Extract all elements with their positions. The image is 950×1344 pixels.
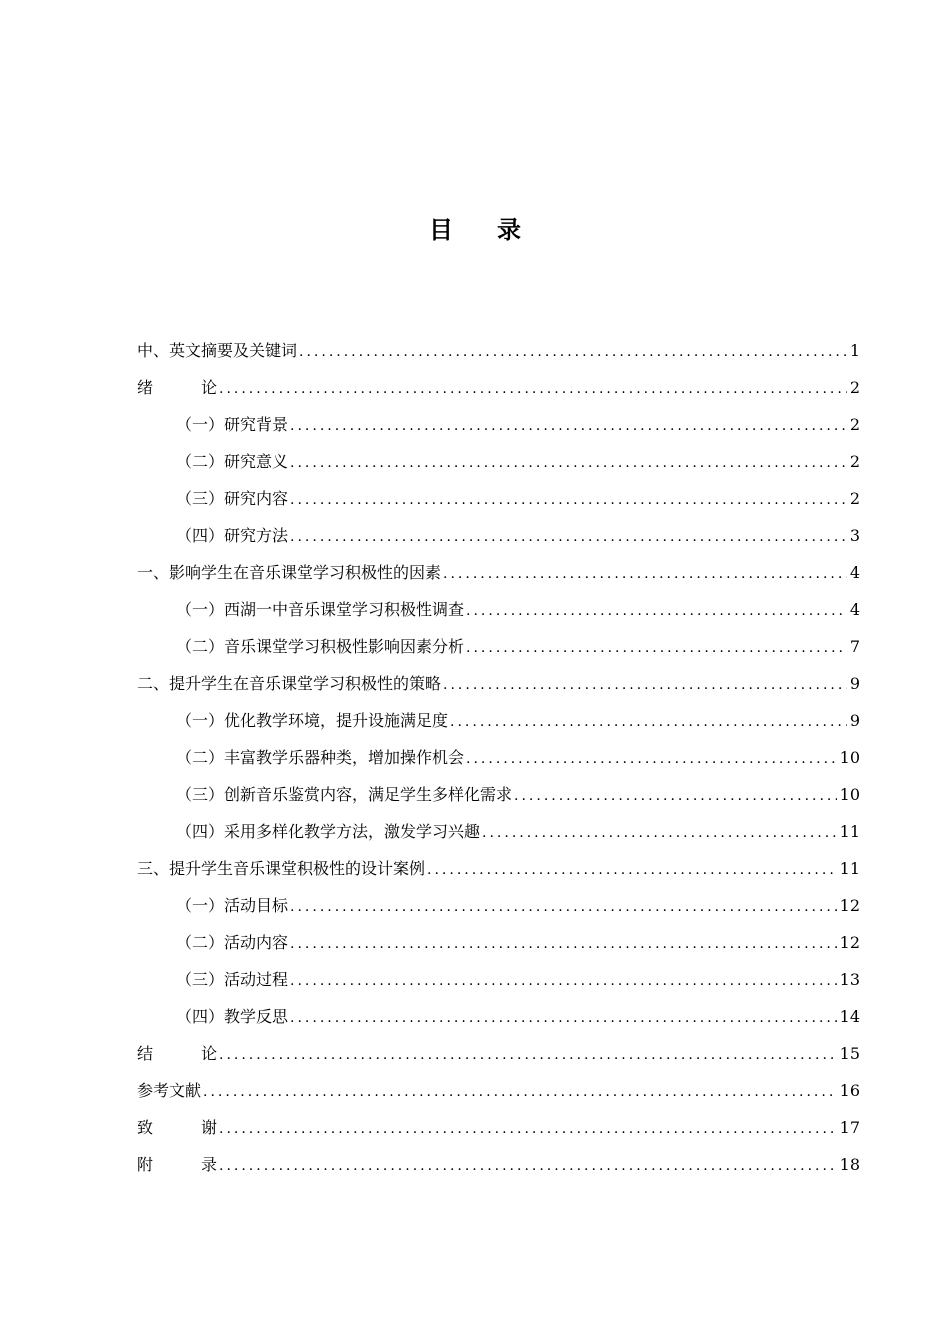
toc-entry-label: 三、提升学生音乐课堂积极性的设计案例 [137, 859, 426, 878]
table-of-contents [137, 332, 860, 1183]
toc-entry-label: 参考文献 [137, 1081, 202, 1100]
toc-entry[interactable] [137, 961, 860, 998]
toc-leader-dots [290, 408, 847, 445]
toc-entry-label: 二、提升学生在音乐课堂学习积极性的策略 [137, 674, 442, 693]
toc-entry-label: 中、英文摘要及关键词 [137, 341, 298, 360]
toc-entry-label [137, 1035, 217, 1072]
toc-entry[interactable] [137, 702, 860, 739]
toc-entry-page-number: 2 [849, 378, 860, 397]
toc-entry-page-number: 10 [839, 748, 860, 767]
toc-entry-page-number: 10 [839, 785, 860, 804]
toc-entry[interactable] [137, 554, 860, 591]
toc-entry[interactable] [137, 480, 860, 517]
toc-leader-dots [466, 741, 837, 778]
toc-entry-page-number: 12 [839, 896, 860, 915]
toc-entry-label: （二）研究意义 [176, 452, 289, 471]
toc-entry-page-number: 9 [849, 674, 860, 693]
toc-leader-dots [443, 556, 847, 593]
toc-entry-page-number: 17 [839, 1118, 860, 1137]
toc-entry-page-number: 13 [839, 970, 860, 989]
toc-leader-dots [290, 1000, 837, 1037]
toc-leader-dots [219, 1111, 837, 1148]
toc-entry[interactable] [137, 665, 860, 702]
toc-entry[interactable] [137, 739, 860, 776]
toc-entry-label: （一）西湖一中音乐课堂学习积极性调查 [176, 600, 465, 619]
toc-leader-dots [290, 482, 847, 519]
toc-entry-label: （三）研究内容 [176, 489, 289, 508]
toc-entry-label: （四）研究方法 [176, 526, 289, 545]
toc-entry[interactable] [137, 443, 860, 480]
toc-entry[interactable] [137, 776, 860, 813]
toc-leader-dots [514, 778, 837, 815]
toc-leader-dots [203, 1074, 837, 1111]
toc-entry-label: （二）丰富教学乐器种类，增加操作机会 [176, 748, 465, 767]
toc-leader-dots [290, 889, 837, 926]
toc-leader-dots [299, 334, 847, 371]
toc-entry[interactable] [137, 887, 860, 924]
toc-entry[interactable] [137, 517, 860, 554]
toc-leader-dots [427, 852, 837, 889]
toc-entry[interactable] [137, 1109, 860, 1146]
toc-leader-dots [290, 963, 837, 1000]
toc-entry-label-char: 致 [137, 1118, 154, 1137]
toc-entry-label [137, 1146, 217, 1183]
toc-entry[interactable] [137, 1035, 860, 1072]
toc-entry-page-number: 2 [849, 452, 860, 471]
toc-entry[interactable] [137, 332, 860, 369]
toc-entry-page-number: 2 [849, 489, 860, 508]
toc-entry[interactable] [137, 998, 860, 1035]
toc-entry-label-char: 绪 [137, 378, 154, 397]
toc-entry-label: （二）活动内容 [176, 933, 289, 952]
toc-entry-label: 一、影响学生在音乐课堂学习积极性的因素 [137, 563, 442, 582]
toc-entry-label: （一）活动目标 [176, 896, 289, 915]
toc-entry-label-char: 论 [200, 1044, 217, 1063]
toc-entry-page-number: 4 [849, 600, 860, 619]
toc-leader-dots [450, 704, 847, 741]
toc-leader-dots [290, 519, 847, 556]
toc-entry-label-char: 结 [137, 1044, 154, 1063]
toc-entry[interactable] [137, 813, 860, 850]
toc-entry-page-number: 3 [849, 526, 860, 545]
toc-entry-label: （四）采用多样化教学方法，激发学习兴趣 [176, 822, 481, 841]
toc-entry-page-number: 2 [849, 415, 860, 434]
toc-entry-page-number: 15 [839, 1044, 860, 1063]
toc-entry[interactable] [137, 1072, 860, 1109]
toc-leader-dots [219, 371, 847, 408]
toc-leader-dots [466, 630, 847, 667]
toc-entry-label [137, 369, 217, 406]
toc-title [0, 210, 950, 245]
toc-title-left: 目 [429, 215, 453, 244]
toc-leader-dots [443, 667, 847, 704]
toc-entry-label: （三）创新音乐鉴赏内容，满足学生多样化需求 [176, 785, 513, 804]
toc-entry-label-char: 录 [200, 1155, 217, 1174]
toc-leader-dots [219, 1037, 837, 1074]
toc-leader-dots [482, 815, 837, 852]
toc-entry-page-number: 9 [849, 711, 860, 730]
toc-entry-label [137, 1109, 217, 1146]
toc-entry-page-number: 7 [849, 637, 860, 656]
toc-leader-dots [290, 926, 837, 963]
toc-entry-label-char: 论 [200, 378, 217, 397]
toc-entry-page-number: 11 [839, 822, 860, 841]
toc-entry-page-number: 11 [839, 859, 860, 878]
toc-title-right: 录 [497, 215, 521, 244]
toc-entry-label: （二）音乐课堂学习积极性影响因素分析 [176, 637, 465, 656]
toc-entry-page-number: 14 [839, 1007, 860, 1026]
toc-entry-page-number: 12 [839, 933, 860, 952]
toc-entry-label: （三）活动过程 [176, 970, 289, 989]
toc-entry-page-number: 4 [849, 563, 860, 582]
toc-entry-label: （四）教学反思 [176, 1007, 289, 1026]
toc-entry-page-number: 1 [849, 341, 860, 360]
toc-entry[interactable] [137, 924, 860, 961]
toc-leader-dots [219, 1148, 837, 1185]
toc-entry-label: （一）优化教学环境，提升设施满足度 [176, 711, 449, 730]
toc-entry[interactable] [137, 1146, 860, 1183]
toc-leader-dots [466, 593, 847, 630]
toc-entry[interactable] [137, 591, 860, 628]
toc-entry-label-char: 谢 [200, 1118, 217, 1137]
toc-entry[interactable] [137, 406, 860, 443]
toc-entry-label-char: 附 [137, 1155, 154, 1174]
toc-leader-dots [290, 445, 847, 482]
toc-entry-label: （一）研究背景 [176, 415, 289, 434]
toc-entry[interactable] [137, 628, 860, 665]
toc-entry[interactable] [137, 369, 860, 406]
toc-entry[interactable] [137, 850, 860, 887]
toc-entry-page-number: 18 [839, 1155, 860, 1174]
toc-entry-page-number: 16 [839, 1081, 860, 1100]
